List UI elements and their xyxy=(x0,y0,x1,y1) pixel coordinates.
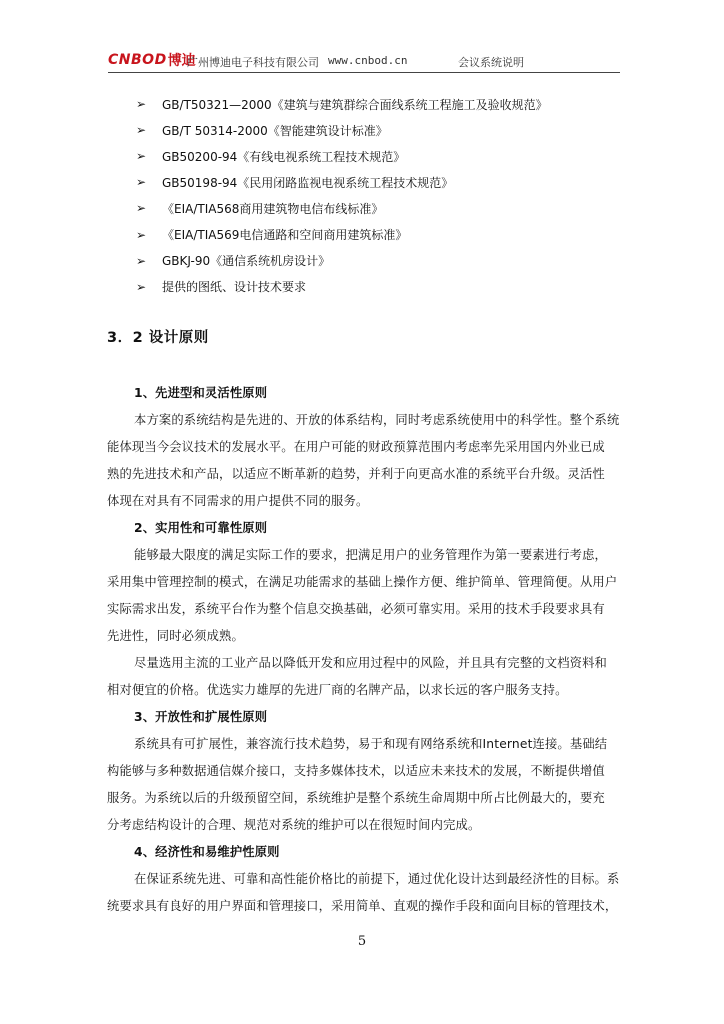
standard-text: 《EIA/TIA569电信通路和空间商用建筑标准》 xyxy=(162,228,408,243)
paragraph-line: 构能够与多种数据通信媒介接口，支持多媒体技术，以适应未来技术的发展，不断提供增值 xyxy=(107,764,605,778)
page-header xyxy=(108,50,620,70)
paragraph-line: 能够最大限度的满足实际工作的要求，把满足用户的业务管理作为第一要素进行考虑， xyxy=(134,548,607,562)
paragraph-line: 实际需求出发，系统平台作为整个信息交换基础，必须可靠实用。采用的技术手段要求具有 xyxy=(107,602,605,616)
company-logo xyxy=(108,52,196,68)
paragraph-line: 本方案的系统结构是先进的、开放的体系结构，同时考虑系统使用中的科学性。整个系统 xyxy=(134,413,620,427)
arrow-bullet-icon: ➢ xyxy=(136,279,147,294)
paragraph-line: 相对便宜的价格。优选实力雄厚的先进厂商的名牌产品，以求长远的客户服务支持。 xyxy=(107,683,568,697)
paragraph-line: 尽量选用主流的工业产品以降低开发和应用过程中的风险，并且具有完整的文档资料和 xyxy=(134,656,607,670)
paragraph-line: 服务。为系统以后的升级预留空间，系统维护是整个系统生命周期中所占比例最大的，要充 xyxy=(107,791,605,805)
page-number: 5 xyxy=(357,934,367,949)
standard-text: 提供的图纸、设计技术要求 xyxy=(162,280,307,295)
company-name: 广州博迪电子科技有限公司 xyxy=(187,56,319,69)
paragraph-line: 在保证系统先进、可靠和高性能价格比的前提下，通过优化设计达到最经济性的目标。系 xyxy=(134,872,620,886)
list-item xyxy=(136,117,626,143)
company-website: www.cnbod.cn xyxy=(328,54,408,67)
section-heading: 3．2 设计原则 xyxy=(107,330,209,346)
logo-cjk-text: 博迪 xyxy=(167,53,196,69)
arrow-bullet-icon: ➢ xyxy=(136,253,147,268)
list-item xyxy=(136,248,626,274)
paragraph-line: 采用集中管理控制的模式，在满足功能需求的基础上操作方便、维护简单、管理简便。从用户 xyxy=(107,575,618,589)
logo-latin-text: CNBOD xyxy=(108,52,167,68)
principles-body xyxy=(107,380,627,920)
standard-text: GB50198-94《民用闭路监视电视系统工程技术规范》 xyxy=(162,175,454,190)
list-item xyxy=(136,274,626,300)
paragraph-line: 熟的先进技术和产品，以适应不断革新的趋势，并利于向更高水准的系统平台升级。灵活性 xyxy=(107,467,605,481)
arrow-bullet-icon: ➢ xyxy=(136,149,147,164)
list-item xyxy=(136,195,626,221)
arrow-bullet-icon: ➢ xyxy=(136,175,147,190)
list-item xyxy=(136,169,626,195)
standards-list xyxy=(136,91,626,300)
header-divider xyxy=(108,72,620,73)
arrow-bullet-icon: ➢ xyxy=(136,227,147,242)
principle-heading: 2、实用性和可靠性原则 xyxy=(134,521,268,535)
paragraph-line: 系统具有可扩展性，兼容流行技术趋势，易于和现有网络系统和Internet连接。基础结 xyxy=(134,737,608,751)
principle-heading: 4、经济性和易维护性原则 xyxy=(134,845,280,859)
arrow-bullet-icon: ➢ xyxy=(136,123,147,138)
paragraph-line: 体现在对具有不同需求的用户提供不同的服务。 xyxy=(107,494,369,508)
list-item xyxy=(136,91,626,117)
standard-text: GBKJ-90《通信系统机房设计》 xyxy=(162,254,331,269)
standard-text: GB/T 50314-2000《智能建筑设计标准》 xyxy=(162,123,388,138)
document-name: 会议系统说明 xyxy=(458,56,524,69)
list-item xyxy=(136,143,626,169)
standard-text: GB/T50321—2000《建筑与建筑群综合面线系统工程施工及验收规范》 xyxy=(162,97,548,112)
principle-heading: 3、开放性和扩展性原则 xyxy=(134,710,268,724)
list-item xyxy=(136,221,626,247)
paragraph-line: 先进性，同时必须成熟。 xyxy=(107,629,244,643)
paragraph-line: 分考虑结构设计的合理、规范对系统的维护可以在很短时间内完成。 xyxy=(107,818,481,832)
arrow-bullet-icon: ➢ xyxy=(136,97,147,112)
principle-heading: 1、先进型和灵活性原则 xyxy=(134,386,268,400)
standard-text: 《EIA/TIA568商用建筑物电信布线标准》 xyxy=(162,201,384,216)
paragraph-line: 能体现当今会议技术的发展水平。在用户可能的财政预算范围内考虑率先采用国内外业已成 xyxy=(107,440,605,454)
paragraph-line: 统要求具有良好的用户界面和管理接口，采用简单、直观的操作手段和面向目标的管理技术， xyxy=(107,899,618,913)
arrow-bullet-icon: ➢ xyxy=(136,201,147,216)
standard-text: GB50200-94《有线电视系统工程技术规范》 xyxy=(162,149,406,164)
